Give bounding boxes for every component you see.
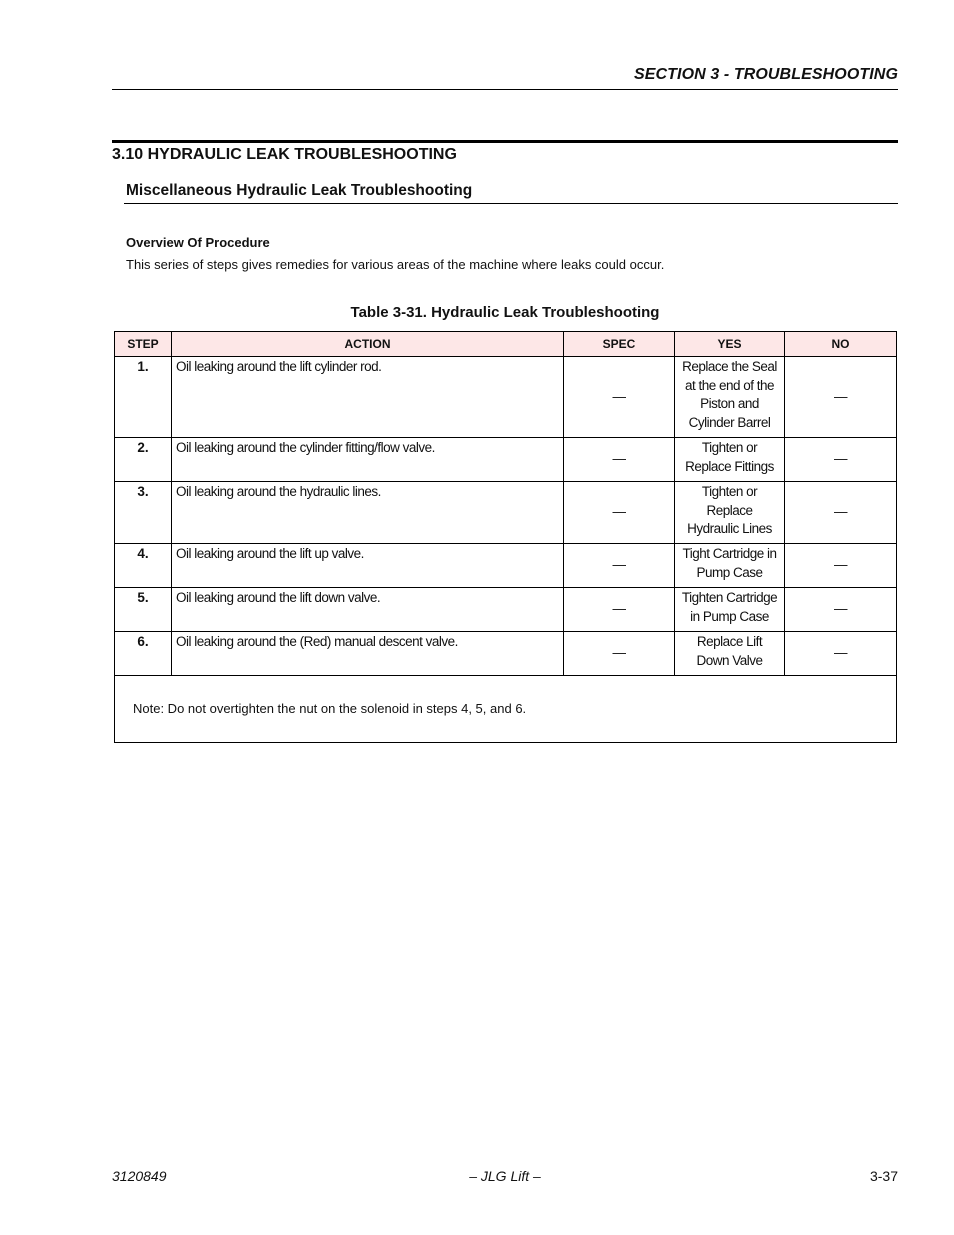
yes-line: Hydraulic Lines	[687, 521, 772, 536]
spec-cell: —	[564, 482, 675, 544]
section-heading: 3.10 HYDRAULIC LEAK TROUBLESHOOTING	[112, 146, 457, 163]
footer-page-number: 3-37	[869, 1168, 898, 1184]
spec-cell: —	[564, 632, 675, 676]
yes-cell	[675, 438, 785, 482]
yes-cell	[675, 632, 785, 676]
table-row	[115, 588, 897, 632]
yes-cell	[675, 357, 785, 438]
action-cell: Oil leaking around the lift up valve.	[172, 544, 564, 588]
yes-line: Piston and	[700, 396, 759, 411]
yes-line: Replace	[706, 502, 753, 518]
column-header-spec: SPEC	[564, 332, 675, 357]
yes-line: Tight Cartridge in	[682, 546, 777, 561]
action-cell: Oil leaking around the cylinder fitting/flow valve.	[172, 438, 564, 482]
spec-cell: —	[564, 438, 675, 482]
sub-heading-rule	[124, 203, 898, 204]
step-cell: 1.	[115, 357, 172, 438]
no-cell: —	[785, 438, 897, 482]
yes-line: Pump Case	[696, 564, 763, 580]
yes-line: Replace Lift	[696, 634, 763, 649]
yes-line: Tighten or	[701, 484, 758, 499]
table-row	[115, 438, 897, 482]
table-caption: Table 3-31. Hydraulic Leak Troubleshooting	[350, 304, 660, 321]
column-header-no: NO	[785, 332, 897, 357]
yes-line: Tighten or	[701, 440, 758, 455]
column-header-action: ACTION	[172, 332, 564, 357]
sub-heading: Miscellaneous Hydraulic Leak Troubleshooting	[126, 182, 473, 199]
no-cell: —	[785, 482, 897, 544]
action-cell: Oil leaking around the (Red) manual descent valve.	[172, 632, 564, 676]
page-footer	[112, 1168, 898, 1188]
no-cell: —	[785, 357, 897, 438]
section-header-title: SECTION 3 - TROUBLESHOOTING	[633, 66, 898, 83]
spec-cell: —	[564, 544, 675, 588]
yes-line: in Pump Case	[690, 608, 769, 624]
step-cell: 2.	[115, 438, 172, 482]
table-row	[115, 544, 897, 588]
action-cell: Oil leaking around the hydraulic lines.	[172, 482, 564, 544]
table-header-row	[115, 332, 897, 357]
section-title-rule	[112, 140, 898, 143]
yes-cell	[675, 588, 785, 632]
overview-text: This series of steps gives remedies for various areas of the machine where leaks could occur.	[126, 257, 665, 272]
footer-doc-number: 3120849	[112, 1168, 167, 1184]
note-row	[115, 676, 897, 743]
footer-brand: – JLG Lift –	[469, 1168, 541, 1184]
yes-line: at the end of the	[684, 377, 775, 393]
column-header-step: STEP	[115, 332, 172, 357]
action-cell: Oil leaking around the lift cylinder rod.	[172, 357, 564, 438]
page-header	[112, 64, 898, 90]
action-cell: Oil leaking around the lift down valve.	[172, 588, 564, 632]
no-cell: —	[785, 544, 897, 588]
spec-cell: —	[564, 357, 675, 438]
table-row	[115, 482, 897, 544]
table-row	[115, 357, 897, 438]
no-cell: —	[785, 588, 897, 632]
yes-cell	[675, 544, 785, 588]
overview-heading: Overview Of Procedure	[126, 235, 270, 250]
yes-line: Down Valve	[696, 652, 763, 668]
troubleshooting-table	[114, 331, 897, 743]
step-cell: 5.	[115, 588, 172, 632]
step-cell: 3.	[115, 482, 172, 544]
step-cell: 6.	[115, 632, 172, 676]
yes-line: Cylinder Barrel	[688, 414, 771, 430]
yes-line: Replace the Seal	[682, 359, 777, 374]
spec-cell: —	[564, 588, 675, 632]
column-header-yes: YES	[675, 332, 785, 357]
table-row	[115, 632, 897, 676]
table-note: Note: Do not overtighten the nut on the solenoid in steps 4, 5, and 6.	[115, 676, 897, 743]
yes-line: Tighten Cartridge	[681, 590, 778, 605]
yes-cell	[675, 482, 785, 544]
step-cell: 4.	[115, 544, 172, 588]
yes-line: Replace Fittings	[685, 458, 774, 474]
no-cell: —	[785, 632, 897, 676]
